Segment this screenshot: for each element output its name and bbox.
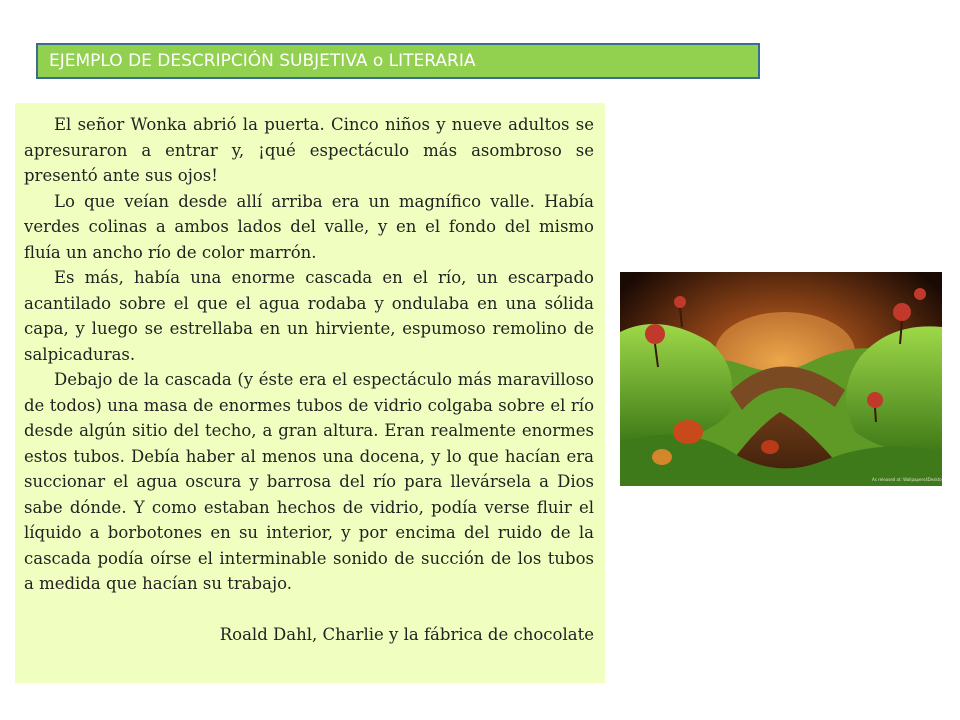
paragraph-3: Es más, había una enorme cascada en el río, un escarpado acantilado sobre el que el agua rodaba y ondulaba en una sólida capa, y luego se estrellaba en un hirviente, espumoso remolino de salpicaduras. xyxy=(24,268,594,364)
attribution: Roald Dahl, Charlie y la fábrica de chocolate xyxy=(219,624,594,644)
paragraph-1: El señor Wonka abrió la puerta. Cinco niños y nueve adultos se apresuraron a entrar y, ¡qué espectáculo más asombroso se presentó ante sus ojos! xyxy=(24,115,594,185)
slide-title: EJEMPLO DE DESCRIPCIÓN SUBJETIVA o LITERARIA xyxy=(49,51,476,71)
paragraph-4: Debajo de la cascada (y éste era el espectáculo más maravilloso de todos) una masa de enormes tubos de vidrio colgaba sobre el río desde algún sitio del techo, a gran altura. Eran realmente enormes estos tubos. Debía haber al menos una docena, y lo que hacían era succionar el agua oscura y barrosa del río para llevársela a Dios sabe dónde. Y como estaban hechos de vidrio, podía verse fluir el líquido a borbotones en su interior, y por encima del ruido de la cascada podía oírse el interminable sonido de succión de los tubos a medida que hacían su trabajo. xyxy=(24,370,594,593)
paragraph-2: Lo que veían desde allí arriba era un magnífico valle. Había verdes colinas a ambos lados del valle, y en el fondo del mismo fluía un ancho río de color marrón. xyxy=(24,191,594,262)
image-watermark: As released at: Wallpapers4Desktops.com xyxy=(872,477,957,482)
chocolate-valley-image xyxy=(620,272,957,486)
literary-text-box xyxy=(15,103,605,683)
title-bar xyxy=(36,43,760,79)
